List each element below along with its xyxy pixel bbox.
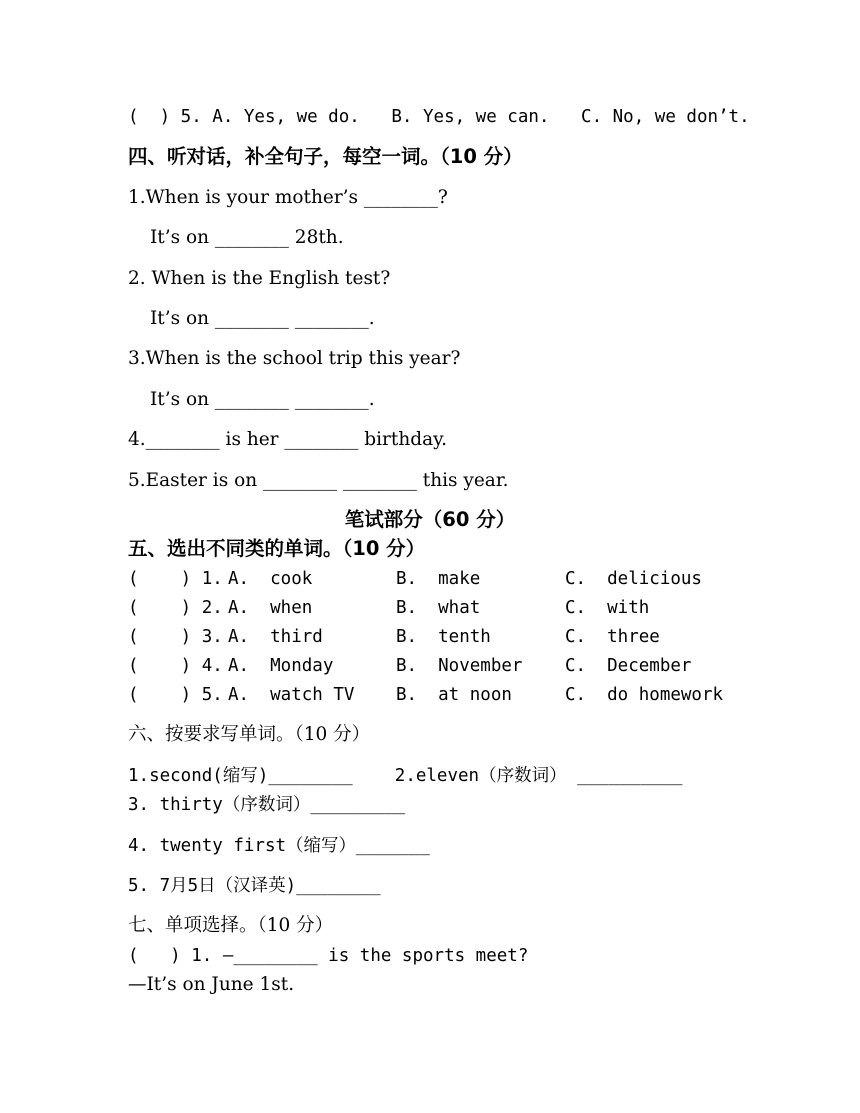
- section-6-line-2: 3. thirty（序数词）_________: [128, 795, 406, 815]
- row-5-option-b: B. at noon: [396, 685, 512, 705]
- row-3-option-b: B. tenth: [396, 627, 491, 647]
- row-1-option-a: A. cook: [228, 569, 313, 589]
- row-1-number: ( ) 1.: [128, 569, 223, 589]
- section-4-line-5: 3.When is the school trip this year?: [128, 348, 461, 369]
- written-part-title: 笔试部分（60 分）: [344, 508, 516, 531]
- row-3-option-a: A. third: [228, 627, 323, 647]
- section-4-line-6: It’s on ________ ________.: [150, 389, 375, 410]
- section-4-line-1: 1.When is your mother’s ________?: [128, 187, 448, 208]
- row-4-number: ( ) 4.: [128, 656, 223, 676]
- row-2-option-b: B. what: [396, 598, 481, 618]
- row-1-option-b: B. make: [396, 569, 481, 589]
- section-6-line-3: 4. twenty first（缩写）_______: [128, 836, 430, 856]
- section-7-heading: 七、单项选择。（10 分）: [128, 915, 334, 936]
- row-2-option-c: C. with: [565, 598, 650, 618]
- section-4-line-4: It’s on ________ ________.: [150, 308, 375, 329]
- row-2-option-a: A. when: [228, 598, 313, 618]
- row-4-option-b: B. November: [396, 656, 523, 676]
- row-5-number: ( ) 5.: [128, 685, 223, 705]
- section-6-line-4: 5. 7月5日（汉译英)________: [128, 876, 381, 896]
- section-7-question-1: ( ) 1. —________ is the sports meet?: [128, 946, 529, 966]
- listening-question-5: ( ) 5. A. Yes, we do. B. Yes, we can. C. No, we don’t.: [128, 107, 750, 127]
- row-4-option-c: C. December: [565, 656, 692, 676]
- section-4-line-7: 4.________ is her ________ birthday.: [128, 429, 447, 450]
- row-3-number: ( ) 3.: [128, 627, 223, 647]
- row-1-option-c: C. delicious: [565, 569, 702, 589]
- row-5-option-c: C. do homework: [565, 685, 724, 705]
- row-5-option-a: A. watch TV: [228, 685, 355, 705]
- section-7-question-1-answer: —It’s on June 1st.: [128, 974, 295, 995]
- section-6-line-1: 1.second(缩写)________ 2.eleven（序数词） __________: [128, 766, 683, 786]
- section-4-line-2: It’s on ________ 28th.: [150, 227, 344, 248]
- section-4-line-3: 2. When is the English test?: [128, 268, 391, 289]
- row-4-option-a: A. Monday: [228, 656, 334, 676]
- row-3-option-c: C. three: [565, 627, 660, 647]
- section-6-heading: 六、按要求写单词。（10 分）: [128, 724, 371, 745]
- section-4-line-8: 5.Easter is on ________ ________ this year.: [128, 470, 509, 491]
- row-2-number: ( ) 2.: [128, 598, 223, 618]
- section-4-heading: 四、听对话，补全句子，每空一词。（10 分）: [128, 145, 523, 168]
- section-5-heading: 五、选出不同类的单词。（10 分）: [128, 537, 426, 560]
